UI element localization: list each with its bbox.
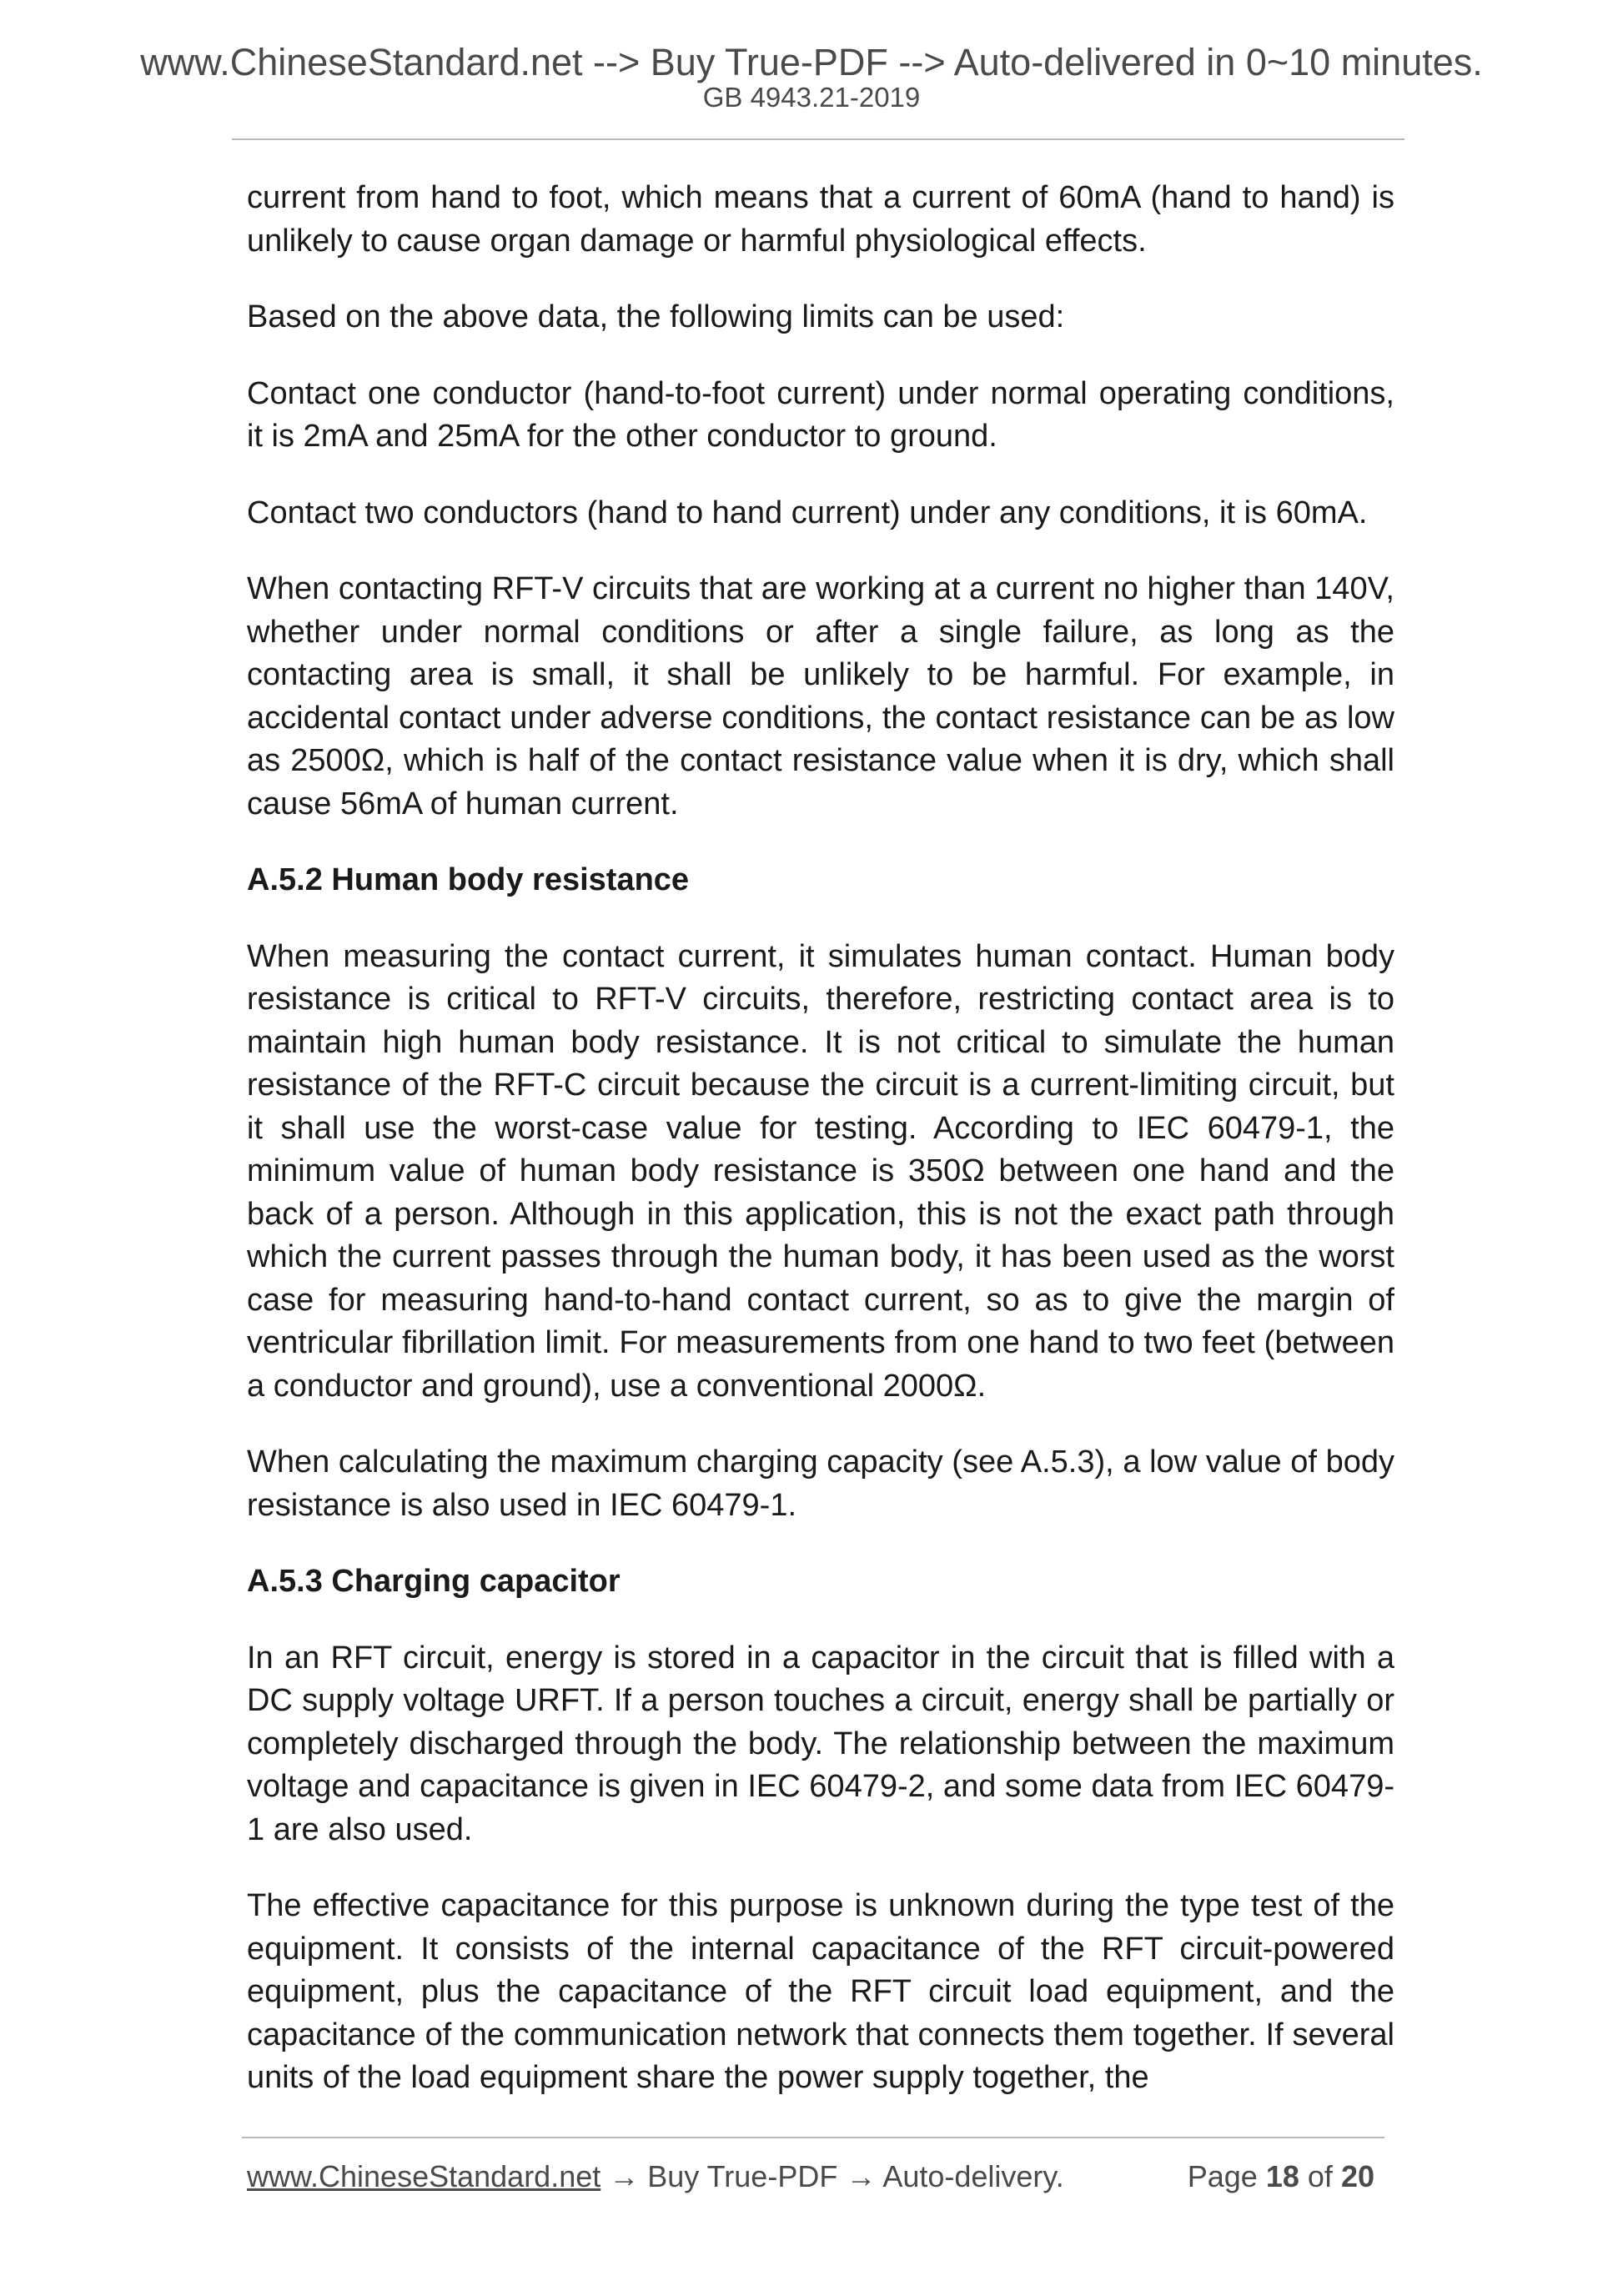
footer-site-link[interactable]: www.ChineseStandard.net — [247, 2159, 601, 2193]
paragraph: The effective capacitance for this purpose is unknown during the type test of the equipment. It consists of the internal capacitance of the RFT circuit-powered equipment, plus the capacitance of the RFT circuit load equipment, and the capacitance of the communication network that connects them together. If several units of the load equipment share the power supply together, the — [247, 1888, 1394, 2095]
footer-left — [247, 2159, 1064, 2193]
page-total: 20 — [1340, 2159, 1374, 2193]
footer-divider — [242, 2137, 1384, 2138]
page-content — [247, 177, 1394, 2133]
paragraph: When calculating the maximum charging capacity (see A.5.3), a low value of body resistance is also used in IEC 60479-1. — [247, 1444, 1394, 1523]
of-label: of — [1307, 2159, 1333, 2193]
paragraph: current from hand to foot, which means that a current of 60mA (hand to hand) is unlikely to cause organ damage or harmful physiological effects. — [247, 180, 1394, 259]
paragraph: Based on the above data, the following limits can be used: — [247, 299, 1065, 334]
footer-tagline: → Buy True-PDF → Auto-delivery. — [600, 2159, 1064, 2193]
page-number — [1187, 2159, 1374, 2193]
section-heading: A.5.2 Human body resistance — [247, 862, 690, 897]
header-divider — [232, 138, 1404, 140]
page-current: 18 — [1265, 2159, 1299, 2193]
paragraph: When contacting RFT-V circuits that are working at a current no higher than 140V, whether under normal conditions or after a single failure, as long as the contacting area is small, it shall be unlikely to be harmful. For example, in accidental contact under adverse conditions, the contact resistance can be as low as 2500Ω, which is half of the contact resistance value when it is dry, which shall cause 56mA of human current. — [247, 571, 1394, 821]
section-heading: A.5.3 Charging capacitor — [247, 1564, 621, 1599]
page-label: Page — [1187, 2159, 1258, 2193]
paragraph: Contact one conductor (hand-to-foot current) under normal operating conditions, it is 2mA and 25mA for the other conductor to ground. — [247, 375, 1394, 454]
paragraph: When measuring the contact current, it simulates human contact. Human body resistance is critical to RFT-V circuits, therefore, restricting contact area is to maintain high human body resistance. It is not critical to simulate the human resistance of the RFT-C circuit because the circuit is a current-limiting circuit, but it shall use the worst-case value for testing. According to IEC 60479-1, the minimum value of human body resistance is 350Ω between one hand and the back of a person. Although in this application, this is not the exact path through which the current passes through the human body, it has been used as the worst case for measuring hand-to-hand contact current, so as to give the margin of ventricular fibrillation limit. For measurements from one hand to two feet (between a conductor and ground), use a conventional 2000Ω. — [247, 938, 1394, 1404]
paragraph: In an RFT circuit, energy is stored in a capacitor in the circuit that is filled with a DC supply voltage URFT. If a person touches a circuit, energy shall be partially or completely discharged through the body. The relationship between the maximum voltage and capacitance is given in IEC 60479-2, and some data from IEC 60479-1 are also used. — [247, 1640, 1394, 1847]
document-code: GB 4943.21-2019 — [702, 82, 921, 113]
top-banner: www.ChineseStandard.net --> Buy True-PDF --> Auto-delivered in 0~10 minutes. — [140, 41, 1483, 83]
paragraph: Contact two conductors (hand to hand current) under any conditions, it is 60mA. — [247, 495, 1368, 530]
